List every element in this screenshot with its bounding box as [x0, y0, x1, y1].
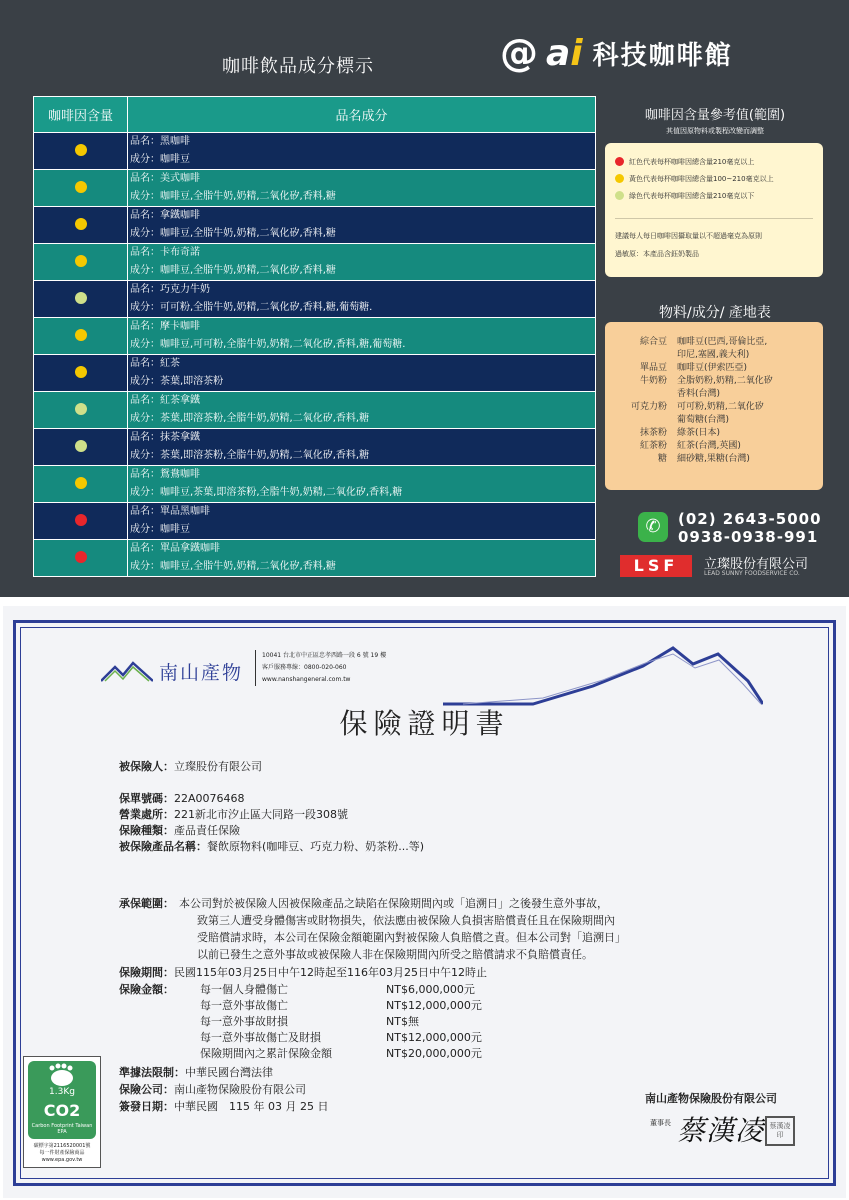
material-value: 紅茶(台灣,英國)	[677, 441, 741, 451]
caffeine-level-dot	[75, 255, 87, 267]
insurer-address-block	[255, 650, 386, 686]
caffeine-level-dot	[75, 218, 87, 230]
caffeine-level-dot	[75, 329, 87, 341]
business-address: 221新北市汐止區大同路一段308號	[174, 808, 348, 821]
caffeine-level-dot	[75, 403, 87, 415]
legend-text: 黃色代表每杯咖啡因總含量100~210毫克以上	[629, 174, 774, 183]
phone-number-2: 0938-0938-991	[678, 528, 819, 546]
caffeine-reference-box	[605, 143, 823, 277]
insured-field: 被保險人：立璨股份有限公司	[119, 760, 262, 773]
carbon-footprint-badge	[28, 1061, 96, 1139]
legend-item	[615, 187, 813, 204]
header-caffeine: 咖啡因含量	[34, 97, 128, 133]
mountain-logo-icon	[101, 661, 153, 683]
caffeine-level-cell	[34, 355, 128, 392]
product-cell	[128, 540, 596, 577]
amount-value: NT$12,000,000元	[386, 1031, 482, 1044]
product-name: 品名：紅茶拿鐵	[130, 395, 200, 406]
caffeine-level-dot	[75, 144, 87, 156]
material-row	[617, 414, 815, 427]
material-key: 抹茶粉	[639, 428, 667, 438]
company-name-en: LEAD SUNNY FOODSERVICE CO.	[704, 570, 800, 577]
product-cell	[128, 244, 596, 281]
coverage-scope-line: 受賠償請求時，本公司在保險金額範圍內對被保險人負賠償之責。但本公司對「追溯日」	[197, 931, 626, 944]
note-allergen: 過敏原：本產品含鈺奶製品	[615, 250, 699, 258]
brand-at-symbol: @	[500, 31, 538, 75]
carbon-sub: Carbon Footprint Taiwan EPA	[31, 1123, 93, 1135]
coverage-scope-line: 致第三人遭受身體傷害或財物損失，依法應由被保險人負損害賠償責任且在保險期間內	[197, 914, 615, 927]
product-name: 品名：卡布奇諾	[130, 247, 200, 258]
official-seal: 蔡漢凌印	[765, 1116, 795, 1146]
insurer-field: 保險公司：南山產物保險股份有限公司	[119, 1083, 306, 1096]
table-row	[34, 392, 596, 429]
materials-title: 物料/成分/ 產地表	[659, 305, 771, 321]
insurer-name: 南山產物保險股份有限公司	[174, 1083, 306, 1096]
amount-item: 每一意外事故財損	[200, 1015, 288, 1028]
table-row	[34, 355, 596, 392]
table-row	[34, 170, 596, 207]
amount-value: NT$無	[386, 1015, 419, 1028]
coverage-scope-line: 本公司對於被保險人因被保險產品之缺陷在保險期間內或「追溯日」之後發生意外事故，	[179, 897, 608, 910]
carbon-co2: CO2	[43, 1101, 81, 1120]
product-name: 品名：摩卡咖啡	[130, 321, 200, 332]
amount-item: 每一意外事故傷亡	[200, 999, 288, 1012]
chairman-signature: 蔡漢凌	[677, 1114, 765, 1147]
carbon-text: 碳標字第2116520001號 每一件財產保險商品 www.epa.gov.tw	[33, 1143, 91, 1163]
material-value: 全脂奶粉,奶精,二氧化矽	[677, 376, 773, 386]
product-ingredients: 成分：可可粉,全脂牛奶,奶精,二氧化矽,香料,糖,葡萄糖.	[130, 302, 373, 313]
materials-box	[605, 322, 823, 490]
carbon-footprint-label	[23, 1056, 101, 1168]
legend-dot	[615, 191, 624, 200]
ingredient-table	[33, 96, 596, 577]
material-value: 葡萄糖(台灣)	[677, 415, 730, 425]
insurer-website: www.nanshangeneral.com.tw	[262, 676, 351, 683]
table-row	[34, 429, 596, 466]
table-row	[34, 466, 596, 503]
caffeine-level-cell	[34, 318, 128, 355]
insurance-period-field: 保險期間：民國115年03月25日中午12時起至116年03月25日中午12時止	[119, 966, 487, 979]
product-name: 品名：黑咖啡	[130, 136, 190, 147]
insurance-type: 產品責任保險	[174, 824, 240, 837]
note-intake: 建議每人每日咖啡因攝取量以不超過毫克為原則	[615, 232, 762, 240]
caffeine-level-cell	[34, 170, 128, 207]
material-value: 香料(台灣)	[677, 389, 721, 399]
material-key: 可克力粉	[630, 402, 667, 412]
issue-date: 中華民國 115 年 03 月 25 日	[174, 1100, 329, 1113]
legend-dot	[615, 174, 624, 183]
amount-value: NT$6,000,000元	[386, 983, 475, 996]
legend-text: 紅色代表每杯咖啡因總含量210毫克以上	[629, 157, 755, 166]
caffeine-level-dot	[75, 366, 87, 378]
material-value: 可可粉,奶精,二氧化矽	[677, 402, 764, 412]
product-cell	[128, 466, 596, 503]
product-name: 品名：巧克力牛奶	[130, 284, 210, 295]
beverage-ingredient-panel	[0, 0, 849, 597]
caffeine-level-cell	[34, 429, 128, 466]
product-cell	[128, 503, 596, 540]
table-row	[34, 318, 596, 355]
governing-law: 中華民國台灣法律	[185, 1066, 273, 1079]
product-cell	[128, 281, 596, 318]
caffeine-level-dot	[75, 292, 87, 304]
caffeine-level-dot	[75, 514, 87, 526]
coverage-scope-line: 以前已發生之意外事故或被保險人非在保險期間內所受之賠償請求不負賠償責任。	[197, 948, 593, 961]
product-name: 品名：單品拿鐵咖啡	[130, 543, 220, 554]
certificate-title: 保險證明書	[339, 707, 510, 740]
insurer-address: 10041 台北市中正區忠孝西路一段 6 號 19 樓	[262, 652, 387, 659]
insurance-certificate	[3, 606, 846, 1198]
caffeine-level-cell	[34, 503, 128, 540]
table-row	[34, 207, 596, 244]
phone-number-1: (02) 2643-5000	[678, 510, 822, 528]
insured-product-field: 被保險產品名稱：餐飲原物料(咖啡豆、巧克力粉、奶茶粉...等)	[119, 840, 425, 853]
insurance-period: 民國115年03月25日中午12時起至116年03月25日中午12時止	[174, 966, 487, 979]
insurer-hotline: 客戶服務專線：0800-020-060	[262, 664, 347, 671]
product-ingredients: 成分：咖啡豆,全脂牛奶,奶精,二氧化矽,香料,糖	[130, 228, 336, 239]
material-value: 咖啡豆(伊索匹亞)	[677, 363, 748, 373]
material-row	[617, 453, 815, 466]
material-row	[617, 388, 815, 401]
material-row	[617, 362, 815, 375]
product-name: 品名：紅茶	[130, 358, 180, 369]
product-ingredients: 成分：咖啡豆	[130, 524, 190, 535]
insurance-type-field: 保險種類：產品責任保險	[119, 824, 240, 837]
product-name: 品名：單品黑咖啡	[130, 506, 210, 517]
policy-number-field: 保單號碼：22A0076468	[119, 792, 245, 805]
product-ingredients: 成分：咖啡豆,全脂牛奶,奶精,二氧化矽,香料,糖	[130, 265, 336, 276]
material-row	[617, 336, 815, 349]
table-row	[34, 503, 596, 540]
product-ingredients: 成分：咖啡豆	[130, 154, 190, 165]
material-value: 綠茶(日本)	[677, 428, 721, 438]
product-ingredients: 成分：咖啡豆,全脂牛奶,奶精,二氧化矽,香料,糖	[130, 561, 336, 572]
material-row	[617, 440, 815, 453]
legend-item	[615, 170, 813, 187]
material-key: 單品豆	[639, 363, 667, 373]
nanshan-logo	[101, 658, 243, 685]
brand-logo	[500, 30, 733, 76]
mountain-decoration-icon	[443, 636, 763, 706]
product-cell	[128, 133, 596, 170]
product-cell	[128, 392, 596, 429]
product-ingredients: 成分：茶葉,即溶茶粉,全脂牛奶,奶精,二氧化矽,香料,糖	[130, 450, 370, 461]
carbon-kg: 1.3Kg	[49, 1087, 75, 1097]
caffeine-level-cell	[34, 466, 128, 503]
amount-value: NT$12,000,000元	[386, 999, 482, 1012]
chairman-label: 董事長	[650, 1119, 671, 1127]
material-key	[617, 414, 677, 427]
material-key: 牛奶粉	[639, 376, 667, 386]
caffeine-level-cell	[34, 244, 128, 281]
caffeine-level-dot	[75, 477, 87, 489]
insured-product: 餐飲原物料(咖啡豆、巧克力粉、奶茶粉...等)	[207, 840, 425, 853]
product-cell	[128, 170, 596, 207]
material-row	[617, 375, 815, 388]
material-key: 紅茶粉	[639, 441, 667, 451]
business-address-field: 營業處所：221新北市汐止區大同路一段308號	[119, 808, 348, 821]
brand-ai: ai	[546, 32, 583, 74]
product-name: 品名：抹茶拿鐵	[130, 432, 200, 443]
nanshan-logo-text: 南山產物	[159, 662, 244, 684]
material-key: 糖	[657, 454, 667, 464]
material-key	[617, 388, 677, 401]
product-cell	[128, 207, 596, 244]
product-name: 品名：鴛鴦咖啡	[130, 469, 200, 480]
product-cell	[128, 355, 596, 392]
product-ingredients: 成分：咖啡豆,全脂牛奶,奶精,二氧化矽,香料,糖	[130, 191, 336, 202]
amount-item: 保險期間內之累計保險金額	[200, 1047, 332, 1060]
amount-item: 每一意外事故傷亡及財損	[200, 1031, 321, 1044]
caffeine-level-dot	[75, 181, 87, 193]
caffeine-level-cell	[34, 133, 128, 170]
material-row	[617, 349, 815, 362]
caffeine-level-cell	[34, 281, 128, 318]
governing-law-field: 準據法限制：中華民國台灣法律	[119, 1066, 273, 1079]
material-row	[617, 401, 815, 414]
product-cell	[128, 429, 596, 466]
product-ingredients: 成分：咖啡豆,茶葉,即溶茶粉,全脂牛奶,奶精,二氧化矽,香料,糖	[130, 487, 403, 498]
lsf-logo: LSF	[620, 555, 692, 577]
legend-dot	[615, 157, 624, 166]
caffeine-level-cell	[34, 207, 128, 244]
header-ingredients: 品名成分	[128, 97, 596, 133]
policy-number: 22A0076468	[174, 792, 245, 805]
insured-amount-label: 保險金額：	[119, 983, 174, 996]
signing-company: 南山產物保險股份有限公司	[645, 1092, 777, 1105]
material-key	[617, 349, 677, 362]
legend-item	[615, 153, 813, 170]
caffeine-level-cell	[34, 540, 128, 577]
product-name: 品名：拿鐵咖啡	[130, 210, 200, 221]
material-value: 咖啡豆(巴西,哥倫比亞,	[677, 337, 768, 347]
table-row	[34, 540, 596, 577]
product-cell	[128, 318, 596, 355]
legend-text: 綠色代表每杯咖啡因總含量210毫克以下	[629, 191, 755, 200]
product-ingredients: 成分：茶葉,即溶茶粉	[130, 376, 224, 387]
material-value: 印尼,塞國,義大利)	[677, 350, 750, 360]
amount-value: NT$20,000,000元	[386, 1047, 482, 1060]
amount-item: 每一個人身體傷亡	[200, 983, 288, 996]
issue-date-field: 簽發日期：中華民國 115 年 03 月 25 日	[119, 1100, 329, 1113]
caffeine-level-dot	[75, 551, 87, 563]
panel-title: 咖啡飲品成分標示	[222, 56, 374, 77]
coverage-scope-label: 承保範圍：	[119, 897, 174, 910]
reference-note	[615, 218, 813, 263]
caffeine-level-cell	[34, 392, 128, 429]
brand-name: 科技咖啡館	[592, 40, 733, 71]
table-row	[34, 281, 596, 318]
phone-icon: ✆	[638, 512, 668, 542]
table-row	[34, 133, 596, 170]
material-value: 細砂糖,果糖(台灣)	[677, 454, 750, 464]
table-row	[34, 244, 596, 281]
insured-value: 立璨股份有限公司	[174, 760, 262, 773]
company-name: 立璨股份有限公司	[704, 557, 809, 572]
caffeine-reference-subtitle: 其值因原物料或製程改變而調整	[666, 127, 764, 135]
caffeine-level-dot	[75, 440, 87, 452]
product-ingredients: 成分：茶葉,即溶茶粉,全脂牛奶,奶精,二氧化矽,香料,糖	[130, 413, 370, 424]
caffeine-reference-title: 咖啡因含量參考值(範圍)	[644, 108, 786, 123]
product-name: 品名：美式咖啡	[130, 173, 200, 184]
footprint-icon	[28, 1063, 96, 1089]
product-ingredients: 成分：咖啡豆,可可粉,全脂牛奶,奶精,二氧化矽,香料,糖,葡萄糖.	[130, 339, 406, 350]
material-row	[617, 427, 815, 440]
material-key: 綜合豆	[639, 337, 667, 347]
